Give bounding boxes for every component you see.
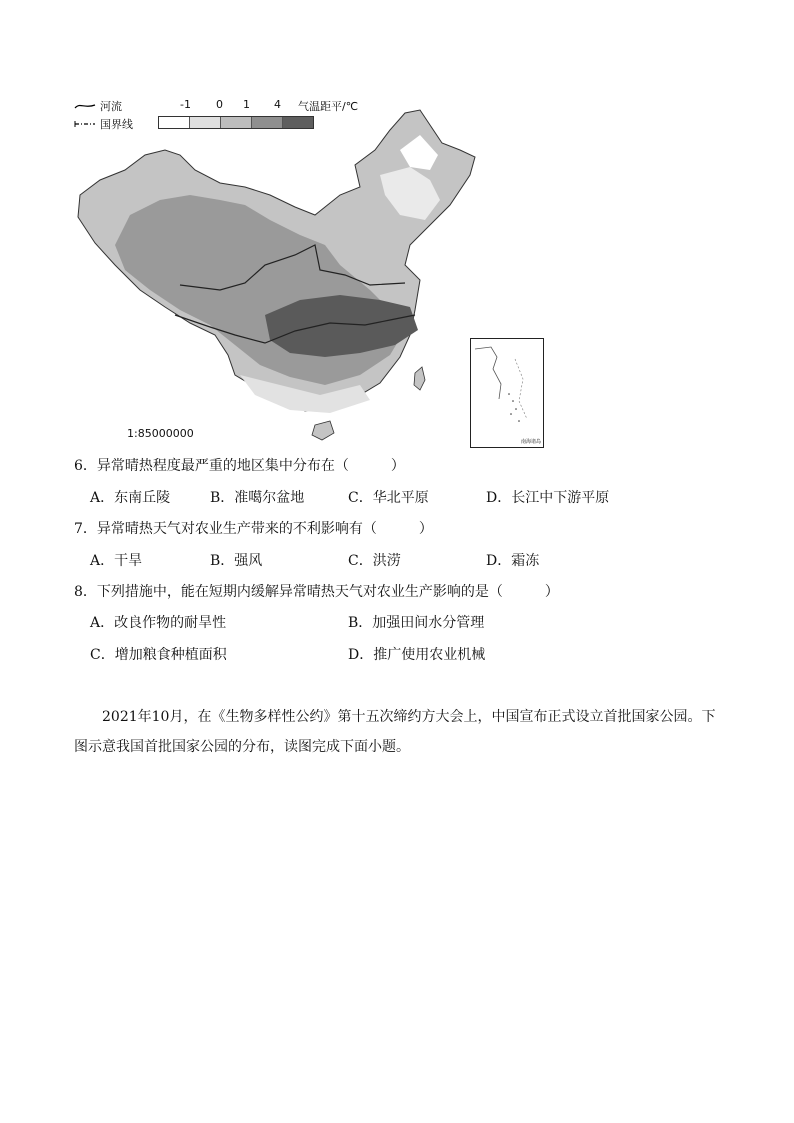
question-7-option-c: C．洪涝 (348, 553, 401, 569)
map-legend (70, 95, 390, 140)
south-china-sea-inset (470, 338, 544, 448)
legend-tick: 4 (274, 98, 281, 111)
legend-ticks (158, 98, 318, 112)
question-7-stem: 7．异常晴热天气对农业生产带来的不利影响有（ ） (74, 521, 433, 537)
question-8-option-b: B．加强田间水分管理 (348, 615, 485, 631)
question-8-option-d: D．推广使用农业机械 (348, 647, 486, 663)
question-7-option-b: B．强风 (210, 553, 263, 569)
question-6-option-c: C．华北平原 (348, 490, 429, 506)
legend-swatch (159, 117, 190, 128)
taiwan-island (414, 367, 425, 390)
question-8-option-c: C．增加粮食种植面积 (90, 647, 227, 663)
legend-swatch (252, 117, 283, 128)
river-legend-label: 河流 (100, 100, 122, 113)
question-6-option-b: B．准噶尔盆地 (210, 490, 305, 506)
map-scale: 1:85000000 (127, 427, 194, 440)
hainan-island (312, 421, 334, 440)
inset-map-graphic (471, 339, 543, 447)
question-7-option-d: D．霜冻 (486, 553, 540, 569)
legend-color-bar (158, 116, 314, 129)
legend-tick: -1 (180, 98, 191, 111)
question-8-option-a: A．改良作物的耐旱性 (90, 615, 227, 631)
question-6-stem: 6．异常晴热程度最严重的地区集中分布在（ ） (74, 458, 405, 474)
legend-swatch (221, 117, 252, 128)
question-6-option-d: D．长江中下游平原 (486, 490, 610, 506)
temperature-anomaly-map (70, 95, 550, 445)
legend-swatch (190, 117, 221, 128)
river-symbol-icon (74, 100, 96, 110)
legend-tick: 0 (216, 98, 223, 111)
question-6-option-a: A．东南丘陵 (90, 490, 171, 506)
question-8-stem: 8．下列措施中，能在短期内缓解异常晴热天气对农业生产影响的是（ ） (74, 584, 559, 600)
legend-unit: 气温距平/℃ (298, 100, 359, 113)
border-legend-label: 国界线 (100, 118, 133, 131)
intro-paragraph: 2021年10月，在《生物多样性公约》第十五次缔约方大会上，中国宣布正式设立首批国家公园。下图示意我国首批国家公园的分布，读图完成下面小题。 (74, 709, 716, 755)
inset-label: 南海诸岛 (520, 439, 541, 445)
question-7-option-a: A．干旱 (90, 553, 143, 569)
legend-swatch (283, 117, 313, 128)
legend-tick: 1 (243, 98, 250, 111)
border-symbol-icon (74, 119, 96, 129)
